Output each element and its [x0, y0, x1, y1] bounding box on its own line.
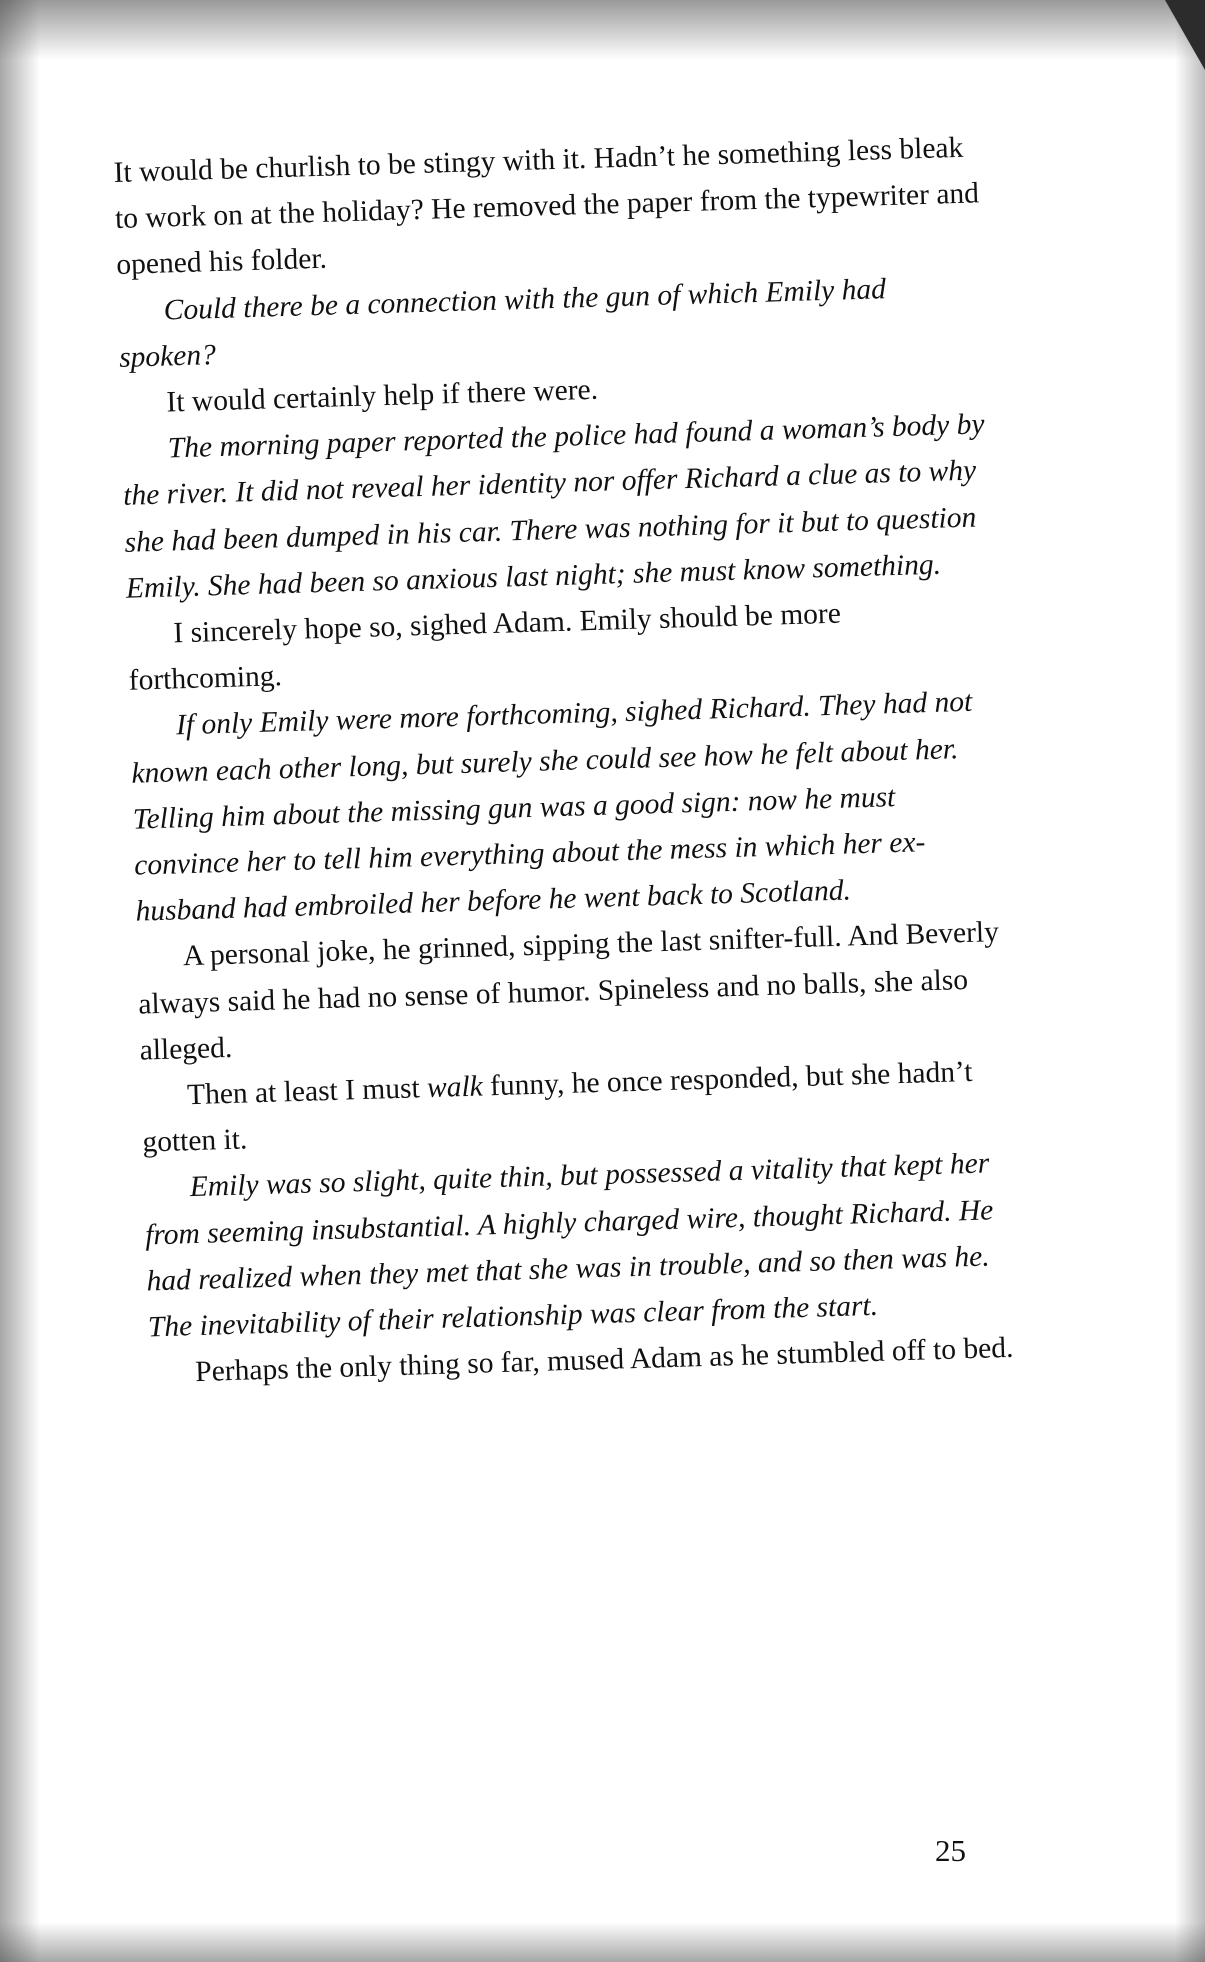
page-shadow-left: [0, 0, 40, 1962]
paragraph-8-end: funny, he once responded, but she hadn’t gotten it.: [141, 1055, 973, 1159]
paragraph-6: If only Emily were more forthcoming, sighed Richard. They had not known each other long, but surely she could see how he felt about her. Telling him about the missing gun was a good sign: now he must convince her to tell him everything about the mess in which her ex-husband had embroiled her before he went back to Scotland.: [131, 686, 973, 928]
paragraph-3: It would certainly help if there were.: [166, 373, 599, 419]
paragraph-8-start: Then at least I must: [186, 1072, 428, 1112]
body-text: [113, 124, 1020, 1397]
paragraph-2: Could there be a connection with the gun of which Emily had spoken?: [118, 272, 887, 374]
page-number: 25: [935, 1833, 966, 1868]
paragraph-9: Emily was so slight, quite thin, but possessed a vitality that kept her from seeming insubstantial. A highly charged wire, thought Richard. He had realized when they met that she was in trouble, and so then was he. The inevitability of their relationship was clear from the start.: [144, 1147, 994, 1344]
paragraph-8-emphasis: walk: [426, 1070, 484, 1105]
page-shadow-top: [0, 0, 1205, 60]
page-shadow-bottom: [0, 1922, 1205, 1962]
page-shadow-right: [1175, 0, 1205, 1962]
paragraph-4: The morning paper reported the police had found a woman’s body by the river. It did not reveal her identity nor offer Richard a clue as to why she had been dumped in his car. There was nothing for it but to question Emily. She had been so anxious last night; she must know something.: [122, 408, 985, 605]
paragraph-7: A personal joke, he grinned, sipping the last snifter-full. And Beverly always said he had no sense of humor. Spineless and no balls, she also alleged.: [137, 916, 1000, 1067]
paragraph-10: Perhaps the only thing so far, mused Adam as he stumbled off to bed.: [194, 1332, 1014, 1389]
page-corner: [1165, 0, 1205, 70]
paragraph-5: I sincerely hope so, sighed Adam. Emily should be more forthcoming.: [128, 597, 842, 697]
paragraph-1: It would be churlish to be stingy with it. Hadn’t he something less bleak to work on at the holiday? He removed the paper from the typewriter and opened his folder.: [113, 131, 980, 282]
